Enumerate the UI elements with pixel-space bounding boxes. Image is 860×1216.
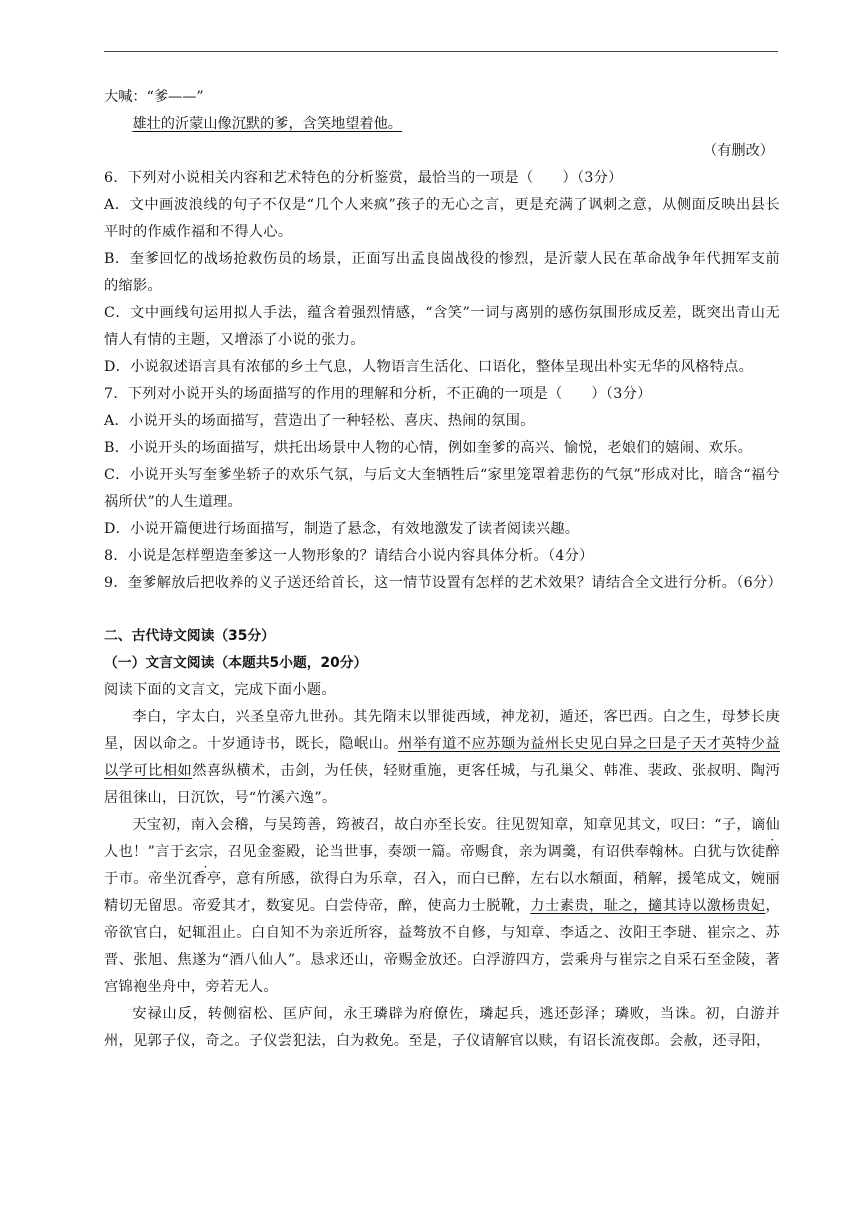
question-6-option-b: B．奎爹回忆的战场抢救伤员的场景，正面写出孟良崮战役的惨烈，是沂蒙人民在革命战争年代拥军支前的缩影。: [104, 251, 780, 294]
question-7-option-c: C．小说开头写奎爹坐轿子的欢乐气氛，与后文大奎牺牲后“家里笼罩着悲伤的气氛”形成对比，暗含“福兮祸所伏”的人生道理。: [104, 467, 780, 510]
para2-underlined-sentence: 力士素贵，耻之，擿其诗以激杨贵妃: [530, 898, 766, 914]
section-2-subtitle: （一）文言文阅读（本题共5小题，20分）: [104, 655, 368, 671]
question-6-option-d: D．小说叙述语言具有浓郁的乡土气息，人物语言生活化、口语化，整体呈现出朴实无华的风格特点。: [104, 359, 754, 375]
question-7-option-d: D．小说开篇便进行场面描写，制造了悬念，有效地激发了读者阅读兴趣。: [104, 521, 580, 537]
question-6-option-c: C．文中画线句运用拟人手法，蕴含着强烈情感，“含笑”一词与离别的感伤氛围形成反差，既突出青山无情人有情的主题，又增添了小说的张力。: [104, 305, 780, 348]
question-6-option-a: A．文中画波浪线的句子不仅是“几个人来疯”孩子的无心之言，更是充满了讽刺之意，从侧面反映出县长平时的作威作福和不得人心。: [104, 197, 780, 240]
para2-dotted-char-2: 玄: [184, 844, 199, 860]
section-2-title: 二、古代诗文阅读（35分）: [104, 628, 275, 644]
header-rule: [104, 51, 778, 52]
para2-text-d: ，帝欲官白，妃辄沮止。白自知不为亲近所容，益骜放不自修，与知章、李适之、汝阳王李琎、崔宗之、苏晋、张旭、焦遂为“酒八仙人”。恳求还山，帝赐金放还。白浮游四方，尝乘舟与崔宗之自采石至金陵，著宫锦袍坐舟中，旁若无人。: [104, 898, 780, 995]
section-gap: [104, 597, 780, 623]
question-7-option-a: A．小说开头的场面描写，营造出了一种轻松、喜庆、热闹的氛围。: [104, 413, 535, 429]
question-8: 8．小说是怎样塑造奎爹这一人物形象的？请结合小说内容具体分析。（4分）: [104, 548, 594, 564]
source-note: （有删改）: [703, 143, 774, 159]
story-line-shout: 大喊：“爹——”: [104, 89, 204, 105]
reading-instruction: 阅读下面的文言文，完成下面小题。: [104, 682, 336, 698]
para2-text-c: 宗，召见金銮殿，论当世事，奏颂一篇。帝赐食，亲为调羹，有诏供奉翰林。白犹与饮徒醉于市。帝坐沉香亭，意有所感，欲得白为乐章，召入，而白已醉，左右以水頮面，稍解，援笔成文，婉丽精切无留思。帝爱其才，数宴见。白尝侍帝，醉，使高力士脱靴，: [104, 844, 780, 914]
para2-dotted-char-1: 谪: [750, 817, 766, 833]
story-line-underlined: 雄壮的沂蒙山像沉默的爹，含笑地望着他。: [132, 116, 402, 132]
question-6-stem: 6．下列对小说相关内容和艺术特色的分析鉴赏，最恰当的一项是（ ）（3分）: [104, 170, 623, 186]
para2-text-a: 天宝初，南入会稽，与吴筠善，筠被召，故白亦至长安。往见贺知章，知章见其文，叹曰：“子，: [132, 817, 751, 833]
para1-text-a: 李白，字太白，兴圣皇帝九世孙。其先隋末以罪徙西域，神龙初，遁还，客巴西。白之生，母梦长庚星，因以命之。十岁通诗书，既长，隐岷山。: [104, 709, 780, 752]
para1-underlined-sentence: 州举有道不应苏颋为益州长史见白异之曰是子天才英特少益以学可比相如: [104, 736, 780, 779]
question-7-stem: 7．下列对小说开头的场面描写的作用的理解和分析，不正确的一项是（ ）（3分）: [104, 386, 652, 402]
para1-text-b: 然喜纵横术，击剑，为任侠，轻财重施，更客任城，与孔巢父、韩准、裴政、张叔明、陶沔居徂徕山，日沉饮，号“竹溪六逸”。: [104, 763, 780, 806]
classical-text-paragraph-1: [104, 704, 780, 812]
question-9: 9．奎爹解放后把收养的义子送还给首长，这一情节设置有怎样的艺术效果？请结合全文进行分析。（6分）: [104, 575, 782, 591]
classical-text-paragraph-2: [104, 812, 780, 1001]
question-7-option-b: B．小说开头的场面描写，烘托出场景中人物的心情，例如奎爹的高兴、愉悦，老娘们的嬉闹、欢乐。: [104, 440, 753, 456]
para2-text-b: 仙人也！”言于: [104, 817, 780, 860]
exam-page: [104, 84, 780, 1055]
classical-text-paragraph-3: 安禄山反，转侧宿松、匡庐间，永王璘辟为府僚佐，璘起兵，逃还彭泽；璘败，当诛。初，白游并州，见郭子仪，奇之。子仪尝犯法，白为救免。至是，子仪请解官以赎，有诏长流夜郎。会赦，还寻阳，: [104, 1006, 780, 1049]
